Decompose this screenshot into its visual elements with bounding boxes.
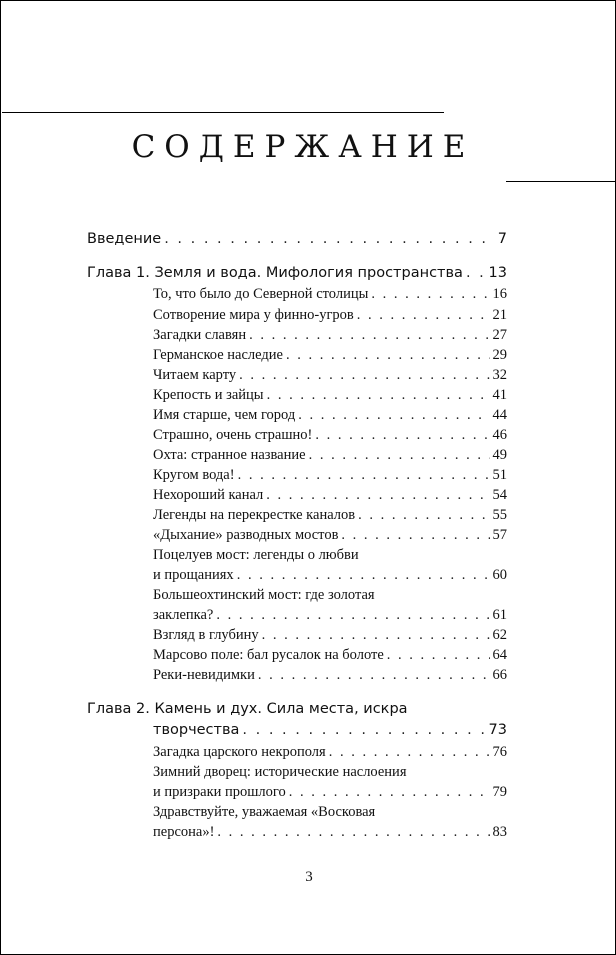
toc-entry-title: Загадки славян: [153, 327, 247, 343]
leader-dots: [249, 327, 489, 344]
toc-entry: [153, 507, 507, 524]
leader-dots: [315, 427, 489, 444]
toc-entry: [153, 307, 507, 324]
toc-entry: [153, 764, 507, 781]
toc-entry-title: «Дыхание» разводных мостов: [153, 527, 339, 543]
toc-entry: [153, 427, 507, 444]
toc-entry-page: 32: [492, 367, 507, 383]
leader-dots: [216, 607, 489, 624]
leader-dots: [262, 627, 490, 644]
leader-dots: [267, 387, 490, 404]
leader-dots: [387, 647, 490, 664]
toc-entry-page: 27: [492, 327, 507, 343]
leader-dots: [258, 667, 490, 684]
toc-chapter-entry: [87, 231, 507, 247]
toc-entry: [153, 327, 507, 344]
toc-entry-page: 76: [492, 744, 507, 760]
toc-entry-page: 16: [492, 286, 507, 302]
leader-dots: [286, 347, 490, 364]
toc-entry: [153, 627, 507, 644]
toc-entry-page: 46: [492, 427, 507, 443]
toc-entry: [153, 527, 507, 544]
toc-entry-page: 79: [492, 784, 507, 800]
toc-entry: [153, 447, 507, 464]
toc-entry: [153, 647, 507, 664]
toc-entry-title: Крепость и зайцы: [153, 387, 264, 403]
toc-entry: [153, 286, 507, 303]
toc-entry-title: заклепка?: [153, 607, 214, 623]
toc-entry-page: 51: [492, 467, 507, 483]
toc-entry-page: 64: [492, 647, 507, 663]
toc-entry-title: Поцелуев мост: легенды о любви: [153, 547, 359, 563]
toc-entry-title: Охта: странное название: [153, 447, 306, 463]
toc-entry: [153, 804, 507, 821]
toc-entry-page: 49: [492, 447, 507, 463]
toc-entry: [153, 367, 507, 384]
leader-dots: [371, 286, 489, 303]
toc-chapter-entry: [153, 722, 507, 738]
toc-entry-title: Зимний дворец: исторические наслоения: [153, 764, 407, 780]
toc-entry-title: Большеохтинский мост: где золотая: [153, 587, 375, 603]
toc-entry-page: 54: [492, 487, 507, 503]
toc-entry: [153, 407, 507, 424]
toc-entry-page: 55: [492, 507, 507, 523]
leader-dots: [237, 567, 490, 584]
toc-entry-page: 61: [492, 607, 507, 623]
leader-dots: [238, 467, 490, 484]
toc-entry-title: Введение: [87, 231, 162, 247]
page-number: 3: [305, 869, 313, 885]
toc-entry: [153, 467, 507, 484]
header-rule-right: [506, 181, 616, 182]
toc-entry: [153, 387, 507, 404]
toc-entry-page: 83: [492, 824, 507, 840]
toc-entry: [153, 824, 507, 841]
toc-entry-page: 57: [492, 527, 507, 543]
toc-entry: [153, 347, 507, 364]
toc-entry-title: Марсово поле: бал русалок на болоте: [153, 647, 384, 663]
toc-chapter-entry: [87, 701, 507, 717]
header-rule-left: [2, 112, 444, 113]
toc-entry-page: 21: [492, 307, 507, 323]
toc-entry-title: Взгляд в глубину: [153, 627, 259, 643]
toc-entry-title: Реки-невидимки: [153, 667, 255, 683]
toc-entry-title: Германское наследие: [153, 347, 283, 363]
leader-dots: [239, 367, 489, 384]
leader-dots: [164, 231, 495, 247]
leader-dots: [289, 784, 490, 801]
toc-entry-title: Нехороший канал: [153, 487, 264, 503]
toc-entry-title: Загадка царского некрополя: [153, 744, 326, 760]
leader-dots: [309, 447, 490, 464]
toc-entry: [153, 784, 507, 801]
toc-entry-page: 7: [497, 231, 507, 247]
leader-dots: [357, 307, 490, 324]
toc-entry-page: 13: [488, 265, 507, 281]
toc-entry: [153, 667, 507, 684]
toc-entry-title: Глава 2. Камень и дух. Сила места, искра: [87, 701, 408, 717]
toc-entry-page: 73: [488, 722, 507, 738]
toc-entry-title: Легенды на перекрестке каналов: [153, 507, 356, 523]
toc-entry-title: и прощаниях: [153, 567, 234, 583]
toc-entry-page: 44: [492, 407, 507, 423]
leader-dots: [242, 722, 485, 738]
toc-entry-title: Страшно, очень страшно!: [153, 427, 313, 443]
toc-entry-title: Сотворение мира у финно-угров: [153, 307, 354, 323]
leader-dots: [266, 487, 489, 504]
leader-dots: [298, 407, 489, 424]
toc-entry: [153, 587, 507, 604]
toc-entry-page: 62: [492, 627, 507, 643]
leader-dots: [329, 744, 490, 761]
toc-entry-title: Читаем карту: [153, 367, 237, 383]
toc-entry: [153, 487, 507, 504]
toc-entry: [153, 744, 507, 761]
leader-dots: [341, 527, 489, 544]
leader-dots: [466, 265, 486, 281]
toc-entry-title: То, что было до Северной столицы: [153, 286, 369, 302]
toc-entry-title: и призраки прошлого: [153, 784, 286, 800]
toc-entry-title: Кругом вода!: [153, 467, 235, 483]
toc-entry-page: 29: [492, 347, 507, 363]
toc-entry: [153, 547, 507, 564]
toc-entry-title: персона»!: [153, 824, 215, 840]
toc-entry-title: Здравствуйте, уважаемая «Восковая: [153, 804, 376, 820]
page-title: СОДЕРЖАНИЕ: [131, 129, 475, 165]
leader-dots: [217, 824, 489, 841]
toc-entry-title: творчества: [153, 722, 240, 738]
toc-entry: [153, 607, 507, 624]
leader-dots: [358, 507, 489, 524]
toc-entry: [153, 567, 507, 584]
toc-entry-page: 60: [492, 567, 507, 583]
toc-entry-page: 41: [492, 387, 507, 403]
toc-entry-title: Имя старше, чем город: [153, 407, 296, 423]
toc-entry-title: Глава 1. Земля и вода. Мифология пространства: [87, 265, 463, 281]
toc-entry-page: 66: [492, 667, 507, 683]
toc-chapter-entry: [87, 265, 507, 281]
